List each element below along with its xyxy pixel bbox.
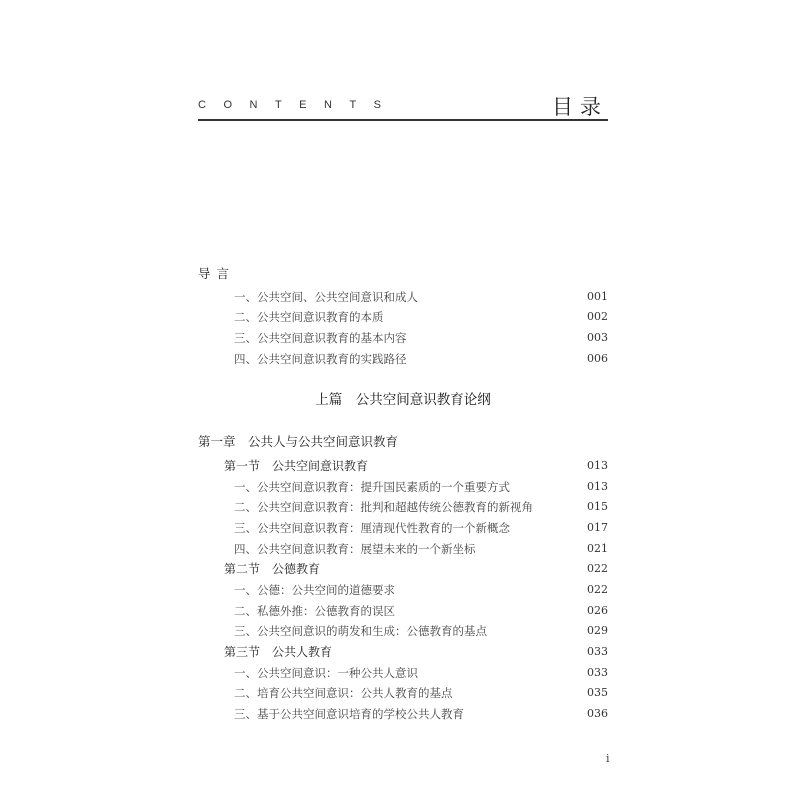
entry-text: 一、公共空间意识教育：提升国民素质的一个重要方式 [234, 480, 510, 494]
entry-text: 一、公德：公共空间的道德要求 [234, 583, 395, 597]
intro-title-text: 导言 [198, 266, 236, 281]
contents-heading-cn: 目录 [552, 95, 608, 119]
entry-text: 三、公共空间意识教育：厘清现代性教育的一个新概念 [234, 521, 510, 535]
entry-text: 二、私德外推：公德教育的误区 [234, 604, 395, 618]
section-title-text: 第三节 公共人教育 [224, 645, 333, 659]
section-title-text: 第二节 公德教育 [224, 562, 321, 576]
toc-entry[interactable] [198, 308, 608, 326]
header-rule [198, 119, 608, 121]
contents-heading-en: CONTENTS [198, 99, 399, 111]
toc-entry[interactable] [198, 350, 608, 368]
entry-text: 二、培育公共空间意识：公共人教育的基点 [234, 686, 453, 700]
toc-chapter-title[interactable] [198, 433, 608, 451]
toc-entry[interactable] [198, 288, 608, 306]
entry-text: 二、公共空间意识教育的本质 [234, 310, 384, 324]
entry-page: 026 [587, 604, 608, 617]
entry-page: 021 [587, 542, 608, 555]
entry-page: 035 [587, 686, 608, 699]
entry-page: 013 [587, 480, 608, 493]
entry-page: 015 [587, 500, 608, 513]
entry-text: 三、基于公共空间意识培育的学校公共人教育 [234, 707, 464, 721]
entry-page: 033 [587, 666, 608, 679]
toc-section-title[interactable] [198, 643, 608, 661]
entry-page: 022 [587, 583, 608, 596]
section-page: 022 [587, 562, 608, 575]
toc-entry[interactable] [198, 519, 608, 537]
section-page: 033 [587, 645, 608, 658]
entry-text: 一、公共空间意识：一种公共人意识 [234, 666, 418, 680]
toc-entry[interactable] [198, 540, 608, 558]
toc-entry[interactable] [198, 329, 608, 347]
page-number: i [606, 752, 610, 765]
toc-entry[interactable] [198, 581, 608, 599]
entry-page: 006 [587, 352, 608, 365]
entry-page: 003 [587, 331, 608, 344]
toc-entry[interactable] [198, 705, 608, 723]
entry-page: 001 [587, 290, 608, 303]
entry-text: 四、公共空间意识教育的实践路径 [234, 352, 407, 366]
toc-part-title[interactable] [198, 391, 608, 409]
toc-entry[interactable] [198, 684, 608, 702]
entry-text: 三、公共空间意识教育的基本内容 [234, 331, 407, 345]
section-page: 013 [587, 459, 608, 472]
chapter-title-text: 第一章 公共人与公共空间意识教育 [198, 434, 399, 449]
toc-entry[interactable] [198, 602, 608, 620]
toc-entry[interactable] [198, 664, 608, 682]
entry-page: 029 [587, 624, 608, 637]
toc-section-title[interactable] [198, 457, 608, 475]
entry-page: 036 [587, 707, 608, 720]
entry-text: 一、公共空间、公共空间意识和成人 [234, 290, 418, 304]
toc-entry[interactable] [198, 622, 608, 640]
entry-page: 002 [587, 310, 608, 323]
entry-text: 四、公共空间意识教育：展望未来的一个新坐标 [234, 542, 476, 556]
entry-page: 017 [587, 521, 608, 534]
part-title-text: 上篇 公共空间意识教育论纲 [315, 392, 491, 408]
entry-text: 二、公共空间意识教育：批判和超越传统公德教育的新视角 [234, 500, 533, 514]
toc-entry[interactable] [198, 478, 608, 496]
toc-entry[interactable] [198, 498, 608, 516]
toc-intro-title[interactable] [198, 265, 608, 283]
entry-text: 三、公共空间意识的萌发和生成：公德教育的基点 [234, 624, 487, 638]
toc-section-title[interactable] [198, 560, 608, 578]
section-title-text: 第一节 公共空间意识教育 [224, 459, 369, 473]
